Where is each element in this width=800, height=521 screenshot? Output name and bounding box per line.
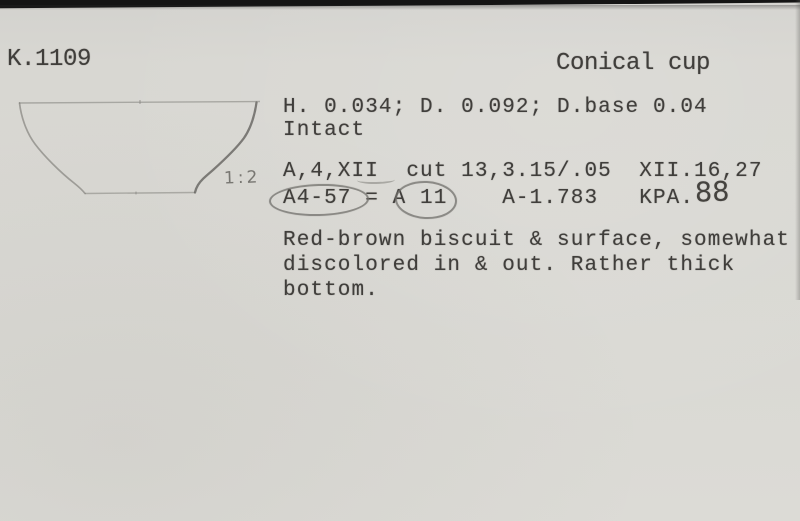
object-title: Conical cup bbox=[556, 50, 711, 77]
kpa-number-handwritten: 88 bbox=[694, 176, 730, 209]
condition-line: Intact bbox=[283, 119, 366, 142]
sketch-base-line bbox=[85, 193, 195, 194]
pencil-underline-cut bbox=[357, 176, 395, 185]
description-line: Red-brown biscuit & surface, somewhat bbox=[283, 229, 790, 252]
scanner-edge-right-shading bbox=[795, 0, 800, 300]
scanner-edge-shadow bbox=[0, 5, 800, 10]
description-line: bottom. bbox=[283, 279, 379, 302]
description-paragraph bbox=[283, 228, 790, 303]
dimensions-line: H. 0.034; D. 0.092; D.base 0.04 bbox=[283, 96, 708, 119]
sketch-left-profile bbox=[20, 103, 86, 194]
reference-line: A4-57 = A 11 A-1.783 KPA. bbox=[283, 187, 695, 210]
findspot-line: A,4,XII cut 13,3.15/.05 XII.16,27 bbox=[283, 160, 763, 183]
catalog-number: K.1109 bbox=[7, 46, 92, 73]
description-line: discolored in & out. Rather thick bbox=[283, 254, 736, 277]
sketch-scale-note: 1:2 bbox=[223, 167, 261, 189]
pencil-circle-annotation-11 bbox=[394, 179, 458, 220]
